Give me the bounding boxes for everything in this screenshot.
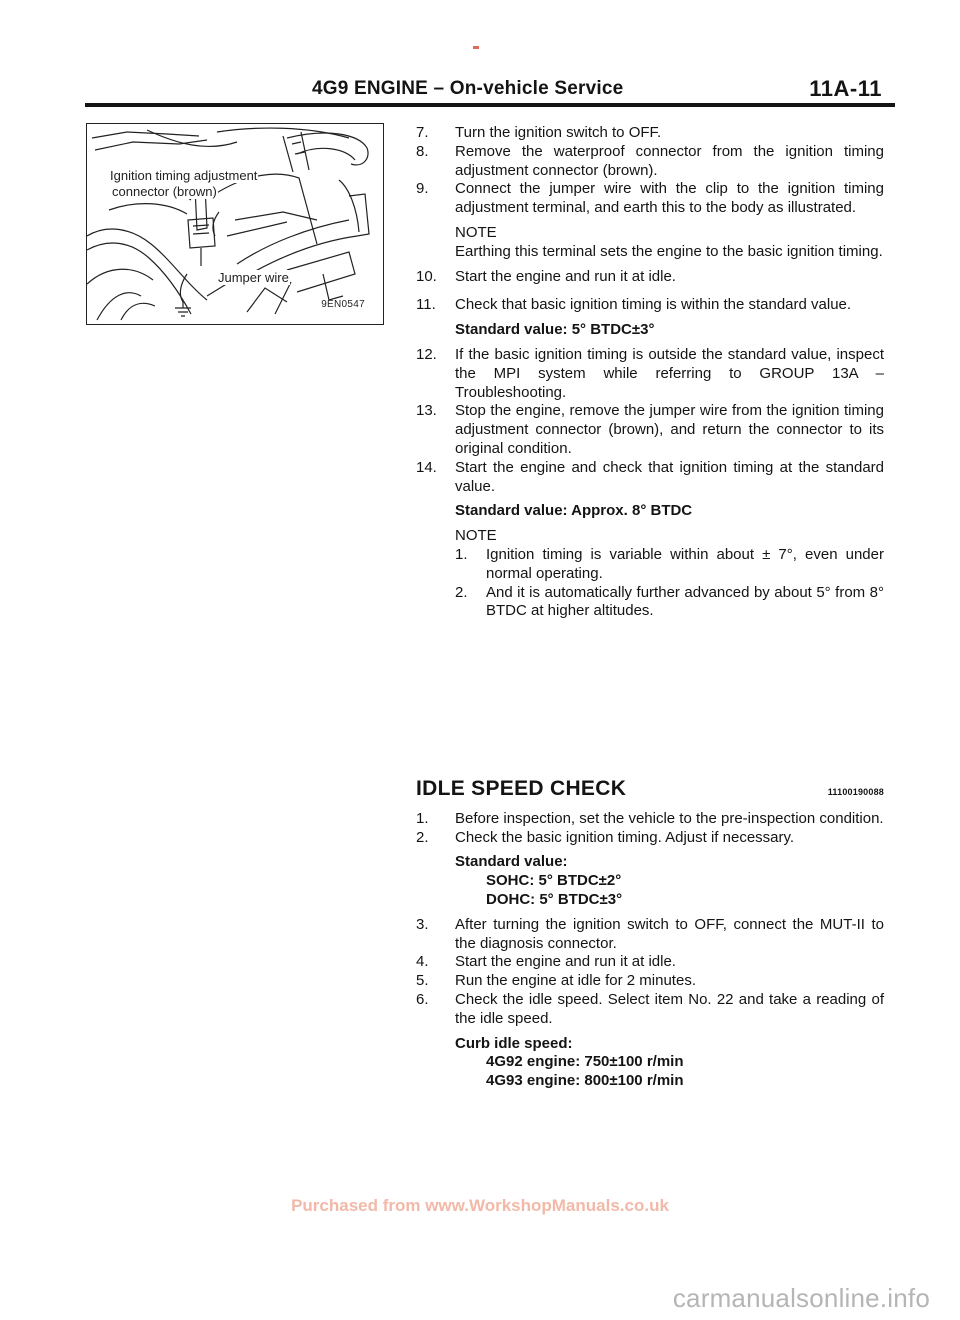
step-number: 4. bbox=[416, 953, 429, 971]
step-number: 14. bbox=[416, 458, 437, 476]
ignition-timing-illustration bbox=[86, 123, 384, 325]
spec-line: SOHC: 5° BTDC±2° bbox=[486, 872, 622, 890]
spec-label: Curb idle speed: bbox=[455, 1034, 573, 1052]
step-number: 7. bbox=[416, 124, 429, 141]
spec-line: 4G93 engine: 800±100 r/min bbox=[486, 1072, 684, 1090]
idle-speed-check-section bbox=[416, 777, 884, 1091]
note-list bbox=[416, 546, 884, 621]
standard-value-spec: Standard value: 5° BTDC±3° bbox=[455, 321, 655, 339]
note-number: 1. bbox=[455, 545, 468, 563]
section-heading bbox=[416, 777, 884, 802]
ignition-timing-steps bbox=[416, 124, 884, 621]
step-text: After turning the ignition switch to OFF, connect the MUT-II to the diagnosis connector. bbox=[455, 915, 884, 952]
step-number: 5. bbox=[416, 972, 429, 990]
step-number: 1. bbox=[416, 809, 429, 827]
spec-label: Standard value: bbox=[455, 853, 568, 871]
section-title: IDLE SPEED CHECK bbox=[416, 777, 627, 800]
idle-step-4 bbox=[416, 953, 884, 972]
step-text: Remove the waterproof connector from the ignition timing adjustment connector (brown). bbox=[455, 142, 884, 179]
spec-line: DOHC: 5° BTDC±3° bbox=[486, 890, 623, 908]
idle-step-1 bbox=[416, 810, 884, 829]
step-10 bbox=[416, 268, 884, 287]
note-item-text: And it is automatically further advanced by about 5° from 8° BTDC at higher altitudes. bbox=[486, 583, 884, 620]
header-rule bbox=[85, 103, 895, 107]
step-number: 2. bbox=[416, 828, 429, 846]
note-item bbox=[455, 546, 884, 584]
step-number: 9. bbox=[416, 180, 429, 198]
site-watermark: carmanualsonline.info bbox=[672, 1283, 930, 1313]
step-8 bbox=[416, 143, 884, 181]
page-number: 11A-11 bbox=[809, 76, 882, 101]
step-11 bbox=[416, 296, 884, 315]
page-header-title: 4G9 ENGINE – On-vehicle Service bbox=[312, 78, 624, 99]
note-label: NOTE bbox=[455, 527, 497, 545]
step-text: Start the engine and run it at idle. bbox=[455, 953, 676, 971]
step-text: Connect the jumper wire with the clip to the ignition timing adjustment terminal, and earth this to the body as illustrated. bbox=[455, 180, 884, 217]
note-item bbox=[455, 584, 884, 622]
step-text: Turn the ignition switch to OFF. bbox=[455, 124, 662, 141]
step-text: If the basic ignition timing is outside the standard value, inspect the MPI system while referring to GROUP 13A – Troubleshooting. bbox=[455, 345, 884, 401]
step-number: 13. bbox=[416, 402, 437, 420]
jumper-wire-label: Jumper wire bbox=[218, 270, 289, 285]
note-label: NOTE bbox=[455, 223, 497, 241]
step-number: 8. bbox=[416, 142, 429, 160]
step-number: 10. bbox=[416, 267, 437, 285]
step-text: Run the engine at idle for 2 minutes. bbox=[455, 972, 696, 990]
figure-code: 9EN0547 bbox=[321, 299, 365, 310]
section-code: 11100190088 bbox=[827, 787, 884, 797]
note-text: Earthing this terminal sets the engine to the basic ignition timing. bbox=[455, 242, 883, 260]
step-number: 12. bbox=[416, 345, 437, 363]
step-text: Start the engine and run it at idle. bbox=[455, 267, 676, 285]
standard-value-spec: Standard value: Approx. 8° BTDC bbox=[455, 502, 693, 520]
step-14 bbox=[416, 459, 884, 497]
step-number: 11. bbox=[416, 296, 436, 314]
idle-step-3 bbox=[416, 916, 884, 954]
step-number: 3. bbox=[416, 915, 429, 933]
step-text: Stop the engine, remove the jumper wire from the ignition timing adjustment connector (brown), and return the connector to its original condition. bbox=[455, 402, 884, 457]
step-text: Before inspection, set the vehicle to the pre-inspection condition. bbox=[455, 809, 884, 827]
step-13 bbox=[416, 402, 884, 458]
step-text: Check the idle speed. Select item No. 22 and take a reading of the idle speed. bbox=[455, 990, 884, 1027]
engine-line-drawing bbox=[87, 124, 384, 325]
header-mark bbox=[473, 46, 479, 49]
spec-line: 4G92 engine: 750±100 r/min bbox=[486, 1053, 684, 1071]
idle-step-6 bbox=[416, 991, 884, 1029]
connector-label-line2: connector (brown) bbox=[112, 184, 217, 199]
step-text: Check that basic ignition timing is within the standard value. bbox=[455, 296, 852, 314]
note-number: 2. bbox=[455, 583, 468, 601]
purchase-watermark: Purchased from www.WorkshopManuals.co.uk bbox=[291, 1196, 669, 1215]
note-item-text: Ignition timing is variable within about ± 7°, even under normal operating. bbox=[486, 545, 884, 582]
step-12 bbox=[416, 346, 884, 402]
step-number: 6. bbox=[416, 990, 429, 1008]
step-text: Check the basic ignition timing. Adjust if necessary. bbox=[455, 828, 795, 846]
connector-label-line1: Ignition timing adjustment bbox=[110, 168, 258, 183]
step-9 bbox=[416, 180, 884, 218]
step-7 bbox=[416, 124, 884, 143]
idle-step-5 bbox=[416, 972, 884, 991]
step-text: Start the engine and check that ignition timing at the standard value. bbox=[455, 458, 884, 495]
idle-step-2 bbox=[416, 829, 884, 848]
